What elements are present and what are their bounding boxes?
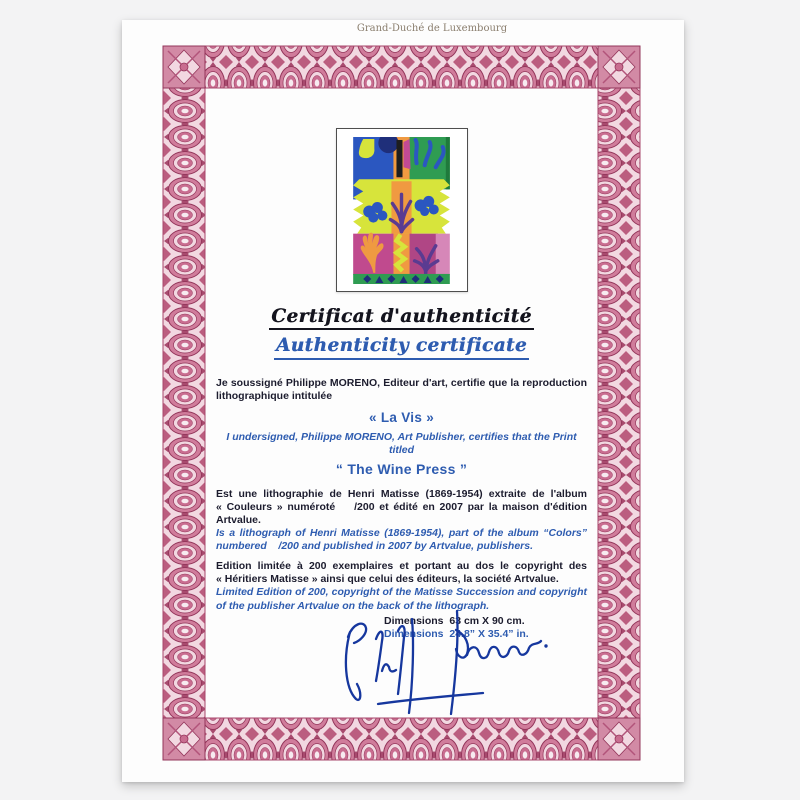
edition-paragraph-en: Is a lithograph of Henri Matisse (1869-1954), part of the album “Colors” numbered /200 and published in 2007 by Artvalue, publishers. xyxy=(216,526,587,553)
artwork-title-fr: « La Vis » xyxy=(368,409,435,425)
intro-paragraph-en: I undersigned, Philippe MORENO, Art Publisher, certifies that the Print titled xyxy=(226,430,577,456)
artwork-frame xyxy=(336,128,468,292)
certificate-content xyxy=(205,88,598,718)
dimensions-imperial: Dimensions 24.8” X 35.4” in. xyxy=(384,627,529,640)
copyright-paragraph-fr: Edition limitée à 200 exemplaires et portant au dos le copyright des « Héritiers Matisse » ainsi que celui des éditeurs, la société Artvalue. xyxy=(216,560,587,586)
dimensions-block xyxy=(384,615,587,641)
region-note: Grand-Duché de Luxembourg xyxy=(356,23,508,34)
certificate-title-fr: Certificat d'authenticité xyxy=(269,307,533,330)
dimensions-metric: Dimensions 63 cm X 90 cm. xyxy=(384,614,525,627)
copyright-paragraph-en: Limited Edition of 200, copyright of the Matisse Succession and copyright of the publisher Artvalue on the back of the lithograph. xyxy=(216,586,587,612)
certificate-paper xyxy=(122,20,684,782)
intro-paragraph-fr: Je soussigné Philippe MORENO, Editeur d'art, certifie que la reproduction lithographique intitulée xyxy=(216,376,587,402)
certificate-title-en: Authenticity certificate xyxy=(274,336,529,359)
edition-paragraph-fr: Est une lithographie de Henri Matisse (1869-1954) extraite de l'album « Couleurs » numéroté /200 et édité en 2007 par la maison d'édition Artvalue. xyxy=(216,487,587,526)
artwork-title-en: “ The Wine Press ” xyxy=(335,461,468,478)
la-vis-artwork-image xyxy=(353,137,450,284)
